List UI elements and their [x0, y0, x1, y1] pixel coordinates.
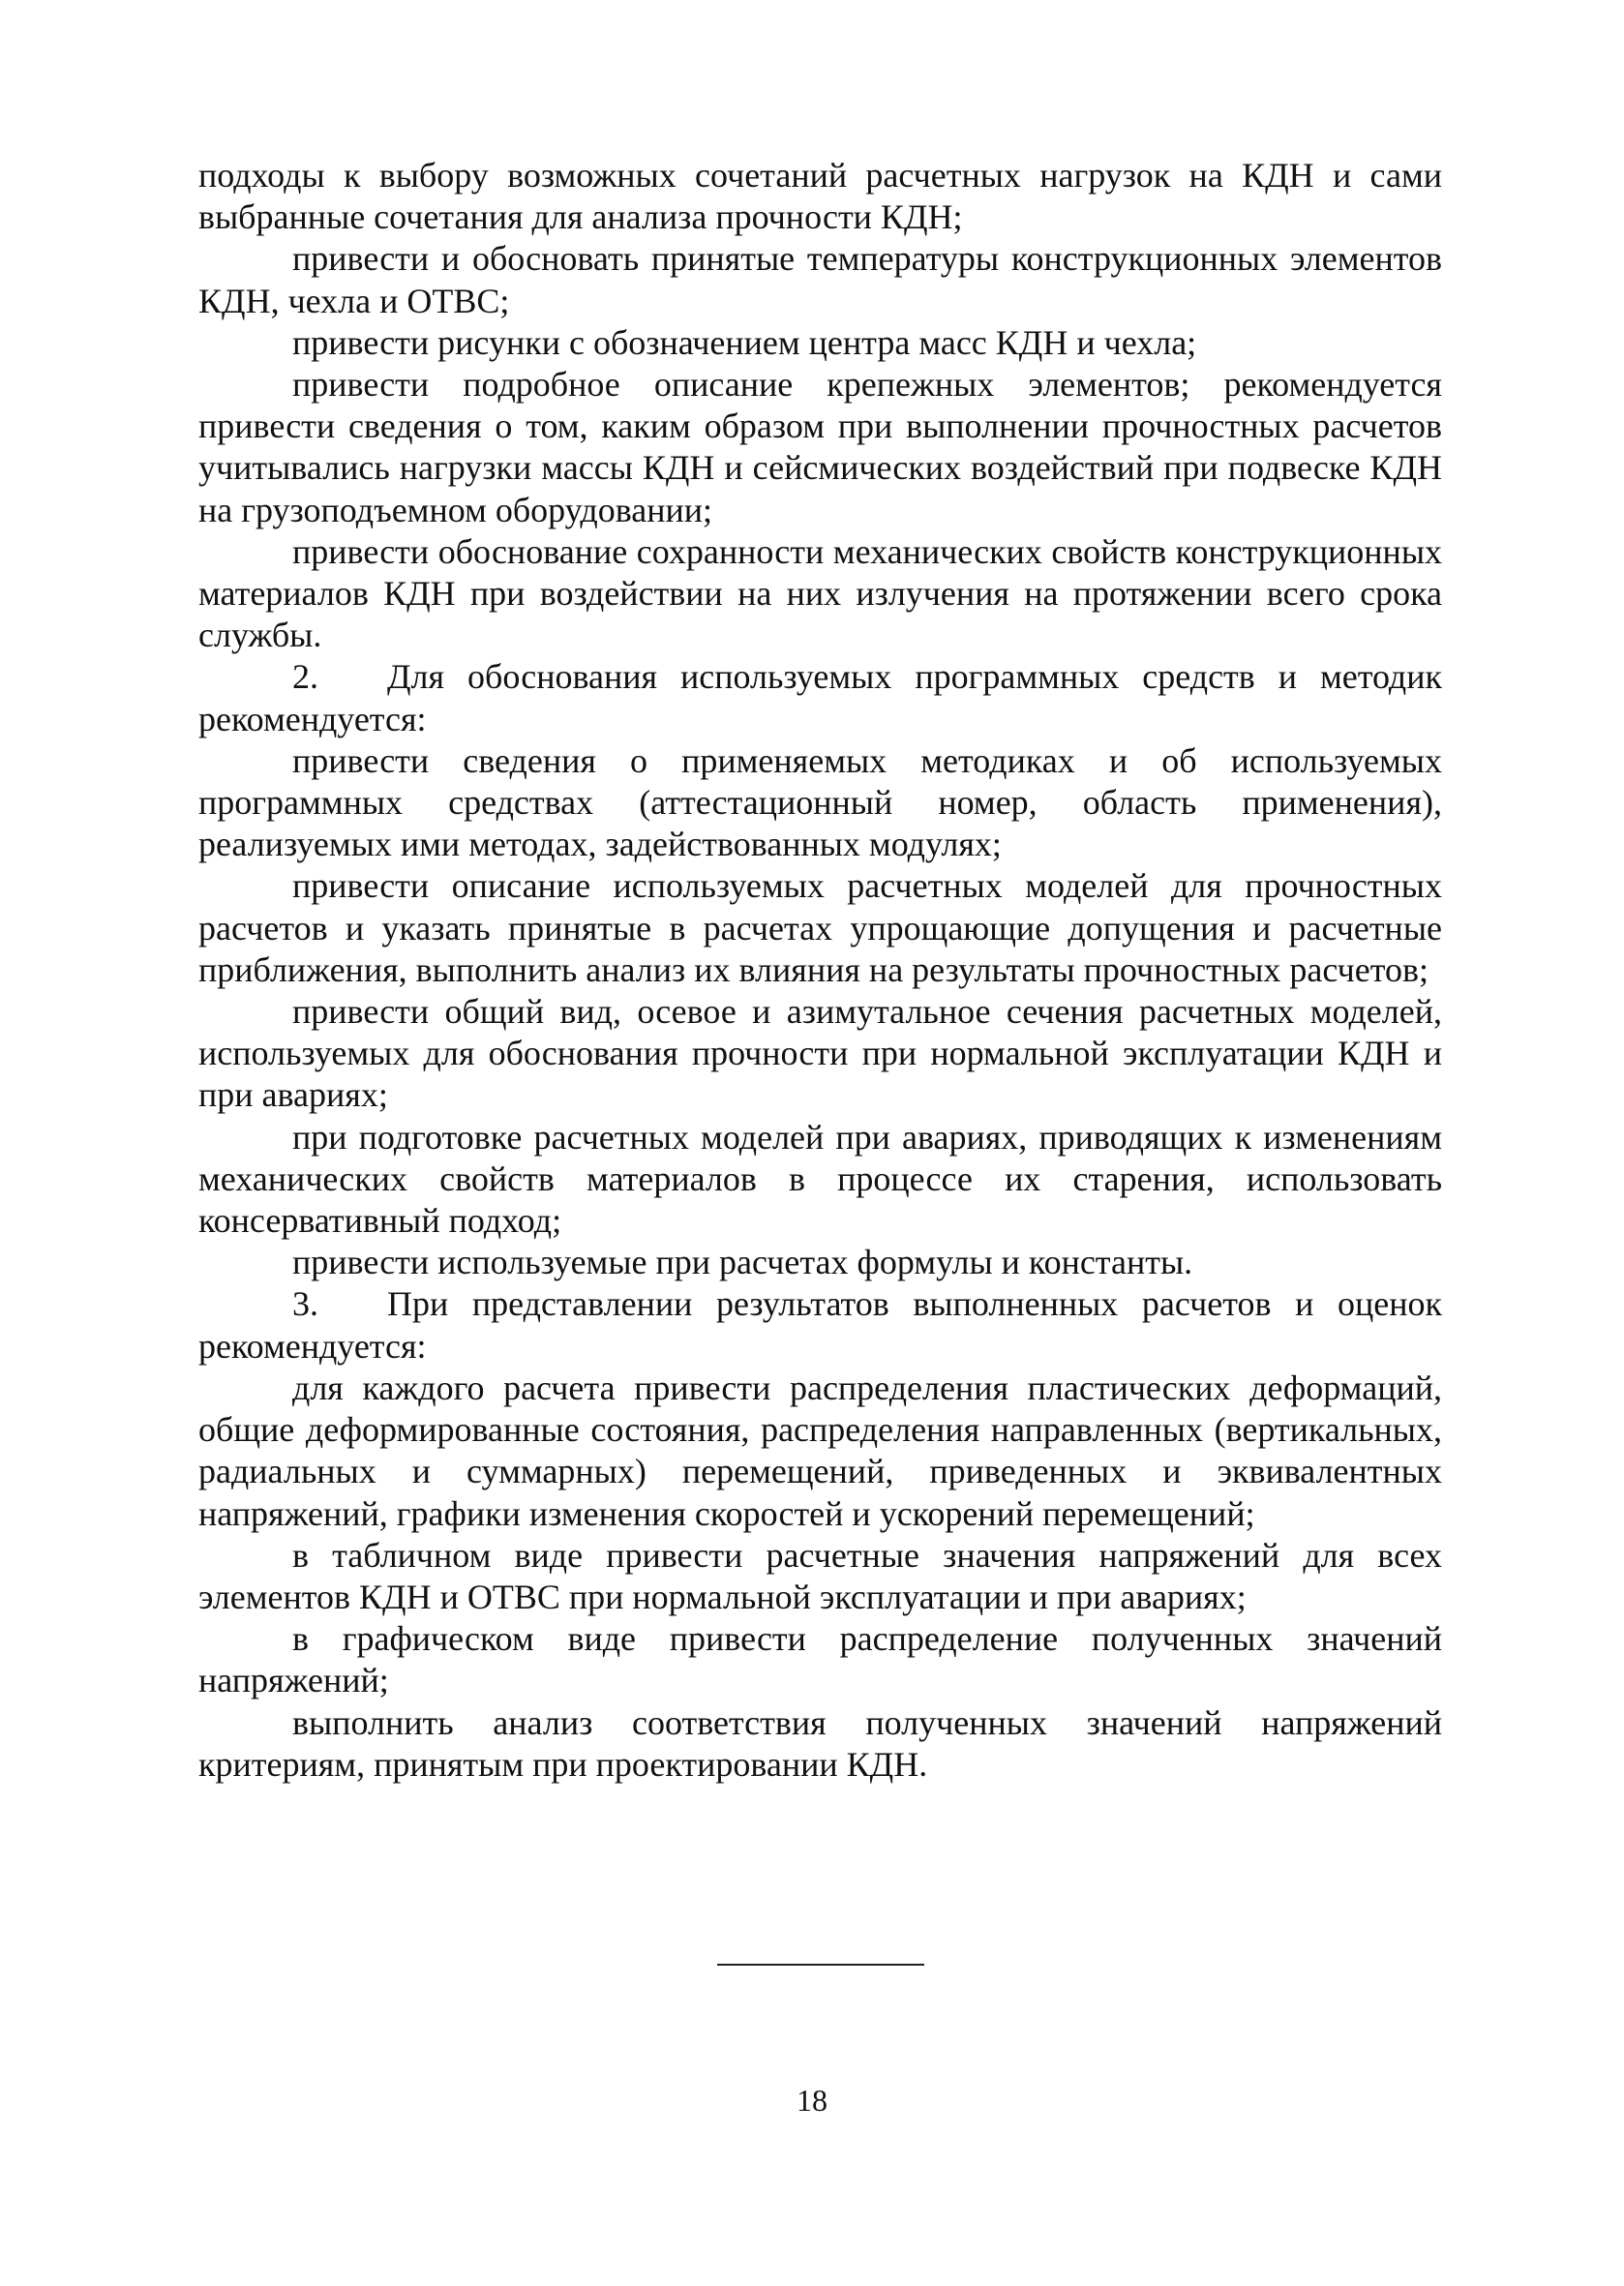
numbered-paragraph — [198, 1283, 1442, 1367]
paragraph: привести общий вид, осевое и азимутальное сечения расчетных моделей, используемых для обоснования прочности при нормальной эксплуатации КДН и при авариях; — [198, 992, 1442, 1115]
paragraph: подходы к выбору возможных сочетаний расчетных нагрузок на КДН и сами выбранные сочетания для анализа прочности КДН; — [198, 156, 1442, 237]
page-number: 18 — [797, 2083, 827, 2118]
paragraph: в табличном виде привести расчетные значения напряжений для всех элементов КДН и ОТВС при нормальной эксплуатации и при авариях; — [198, 1535, 1442, 1616]
paragraph: привести подробное описание крепежных элементов; рекомендуется привести сведения о том, каким образом при выполнении прочностных расчетов учитывались нагрузки массы КДН и сейсмических воздействий при подвеске КДН на грузоподъемном оборудовании; — [198, 365, 1442, 529]
paragraph-text: Для обоснования используемых программных средств и методик рекомендуется: — [198, 657, 1442, 738]
paragraph: привести рисунки с обозначением центра масс КДН и чехла; — [292, 322, 1197, 362]
paragraph: в графическом виде привести распределение полученных значений напряжений; — [198, 1619, 1442, 1700]
paragraph: привести обоснование сохранности механических свойств конструкционных материалов КДН при воздействии на них излучения на протяжении всего срока службы. — [198, 531, 1442, 655]
paragraph: при подготовке расчетных моделей при авариях, приводящих к изменениям механических свойств материалов в процессе их старения, использовать консервативный подход; — [198, 1117, 1442, 1241]
paragraph-text: При представлении результатов выполненных расчетов и оценок рекомендуется: — [198, 1284, 1442, 1366]
paragraph: привести и обосновать принятые температуры конструкционных элементов КДН, чехла и ОТВС; — [198, 239, 1442, 320]
paragraph: привести сведения о применяемых методиках и об используемых программных средствах (аттестационный номер, область применения), реализуемых ими методах, задействованных модулях; — [198, 740, 1442, 864]
paragraph: привести описание используемых расчетных моделей для прочностных расчетов и указать принятые в расчетах упрощающие допущения и расчетные приближения, выполнить анализ их влияния на результаты прочностных расчетов; — [198, 866, 1442, 989]
paragraph-number: 3. — [292, 1284, 318, 1324]
document-body — [198, 155, 1442, 1786]
paragraph: выполнить анализ соответствия полученных значений напряжений критериям, принятым при проектировании КДН. — [198, 1702, 1442, 1784]
numbered-paragraph — [198, 656, 1442, 739]
end-rule-divider — [717, 1964, 924, 1966]
paragraph: для каждого расчета привести распределения пластических деформаций, общие деформированные состояния, распределения направленных (вертикальных, радиальных и суммарных) перемещений, приведенных и эквивалентных напряжений, графики изменения скоростей и ускорений перемещений; — [198, 1368, 1442, 1533]
paragraph: привести используемые при расчетах формулы и константы. — [292, 1243, 1193, 1282]
paragraph-number: 2. — [292, 657, 318, 697]
